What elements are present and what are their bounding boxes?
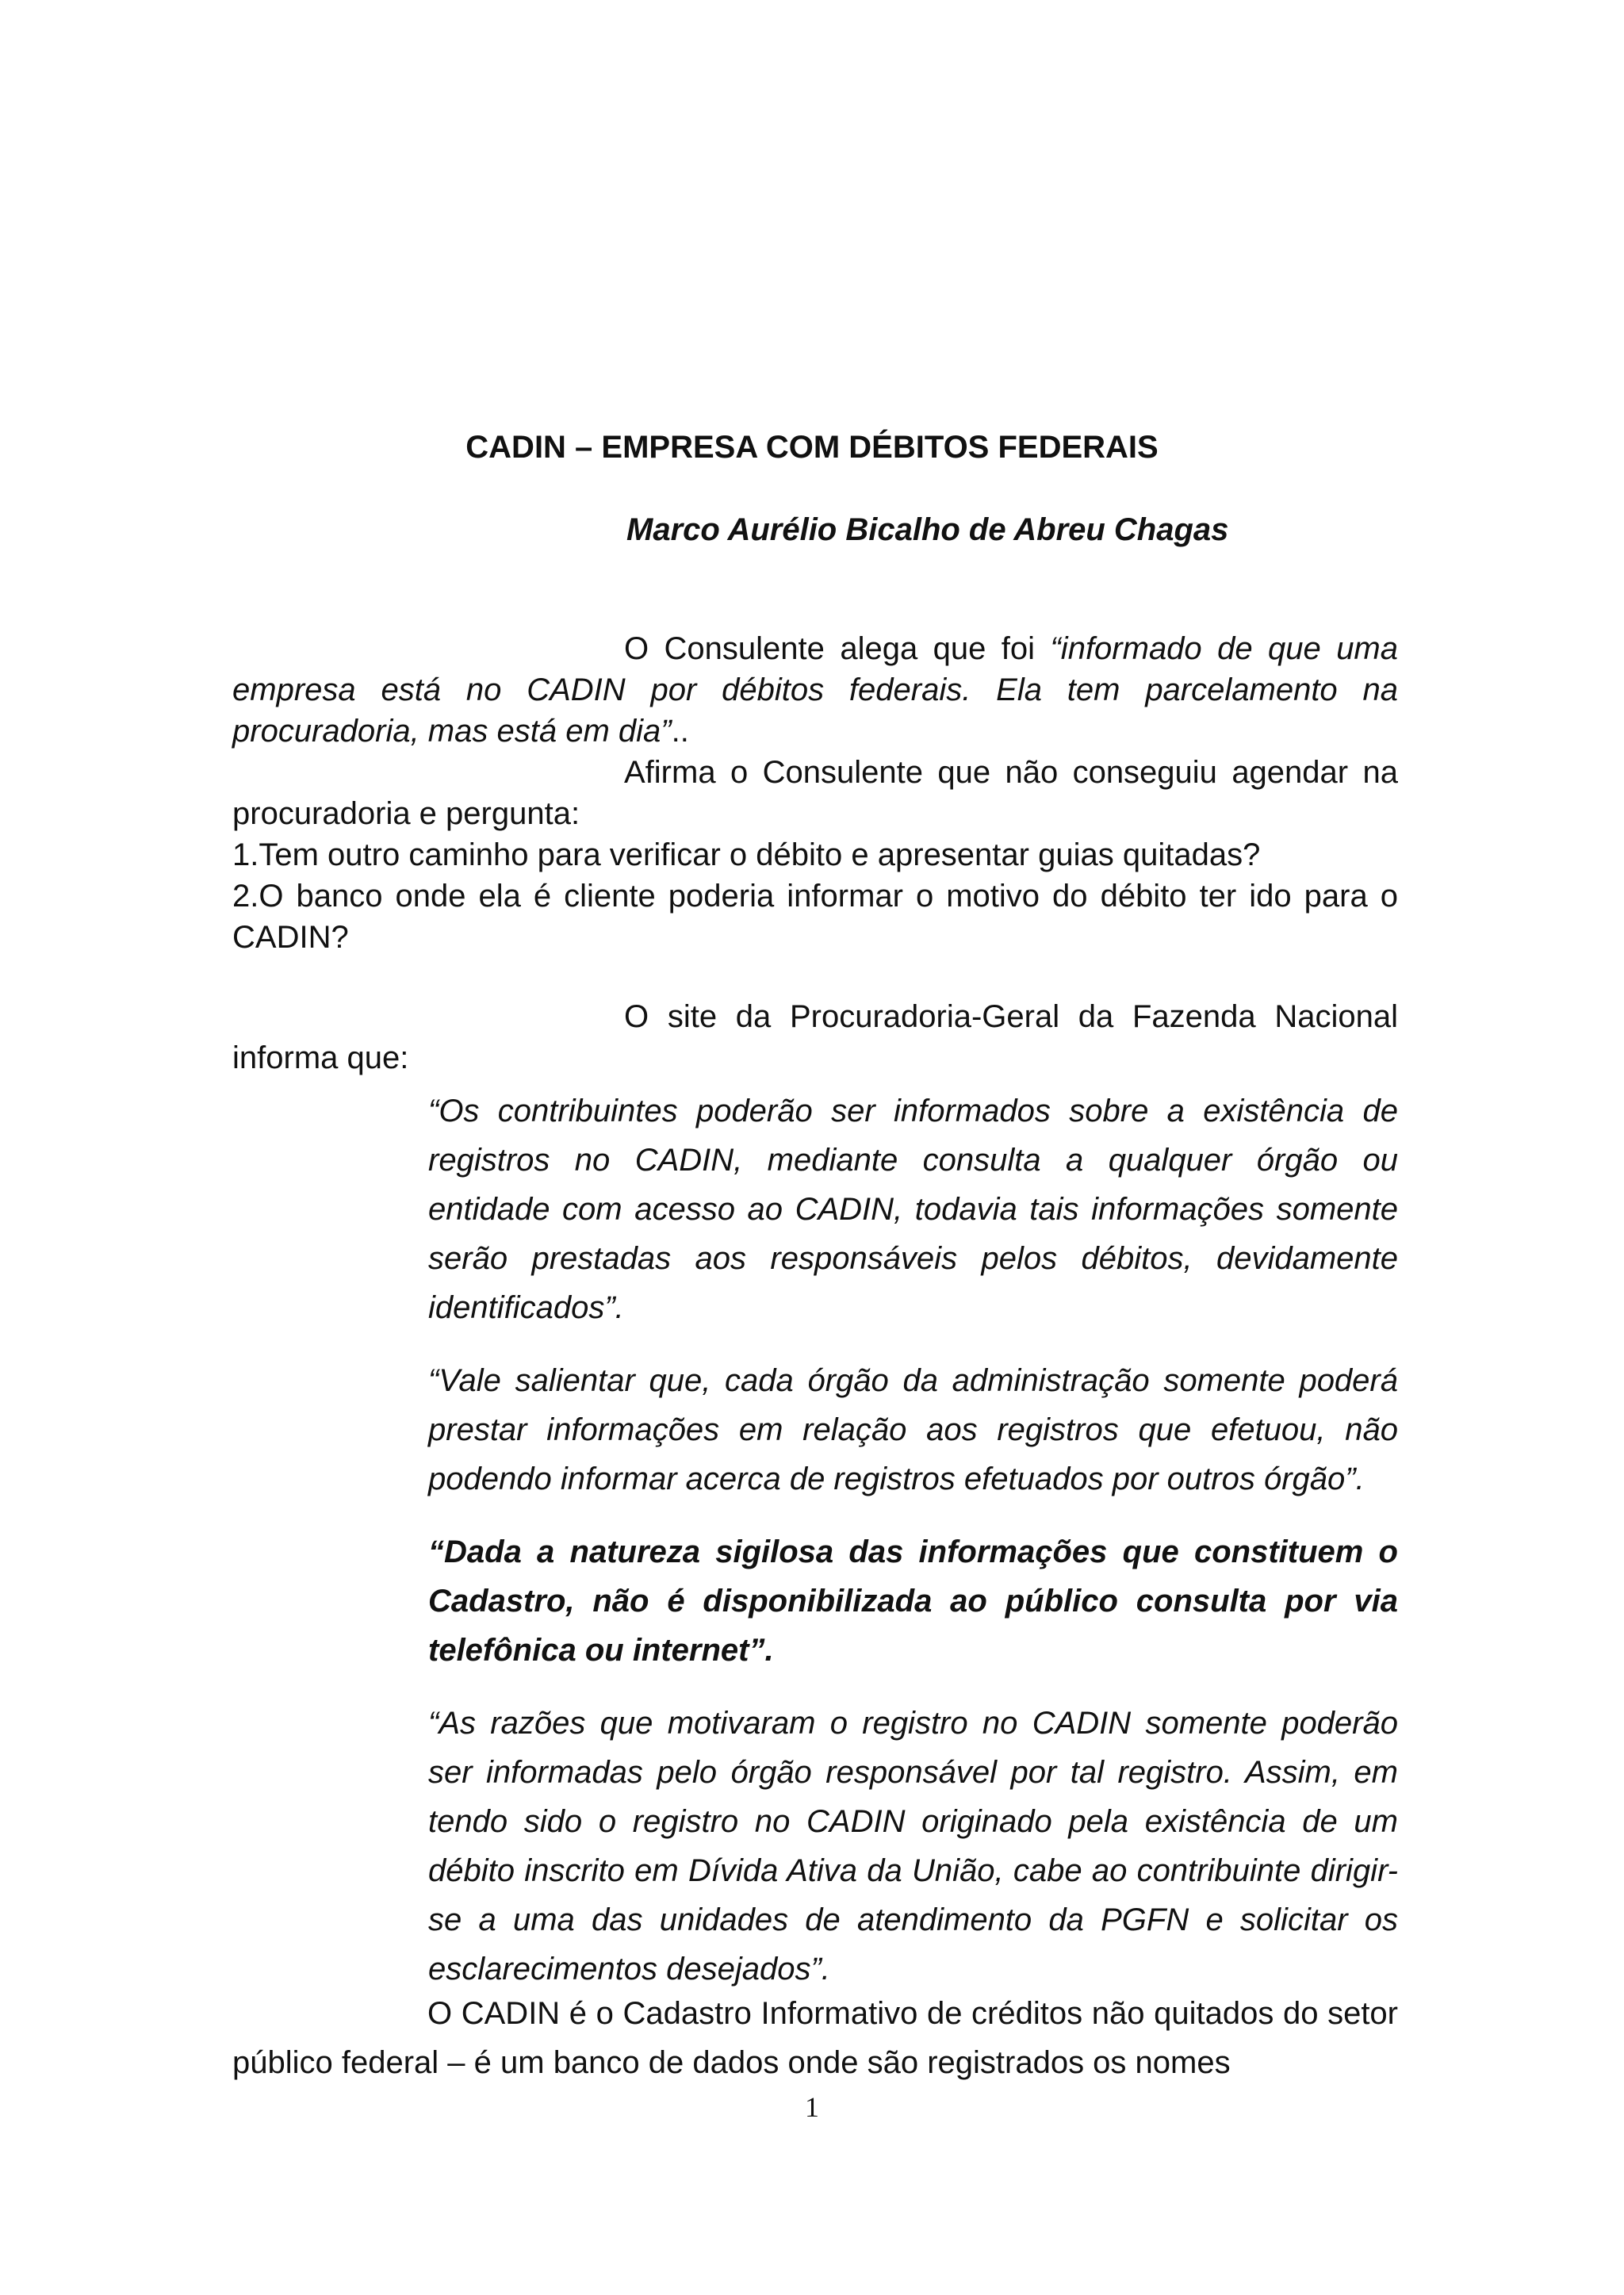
quotes-block: [428, 1086, 1398, 2017]
intro-quoted-text: “informado de que uma empresa está no CADIN por débitos federais. Ela tem parcelamento na procuradoria, mas está em dia”: [232, 631, 1399, 749]
quote-4: “As razões que motivaram o registro no CADIN somente poderão ser informadas pelo órgão responsável por tal registro. Assim, em tendo sido o registro no CADIN originado pela existência de um débito inscrito em Dívida Ativa da União, cabe ao contribuinte dirigir-se a uma das unidades de atendimento da PGFN e solicitar os esclarecimentos desejados”.: [428, 1706, 1398, 1987]
document-title: CADIN – EMPRESA COM DÉBITOS FEDERAIS: [465, 430, 1159, 465]
intro-paragraph-2: Afirma o Consulente que não conseguiu agendar na procuradoria e pergunta:: [232, 755, 1398, 831]
intro-paragraph-1: [232, 628, 1398, 752]
page-number: 1: [805, 2091, 819, 2123]
question-2: 2.O banco onde ela é cliente poderia informar o motivo do débito ter ido para o CADIN?: [232, 879, 1398, 955]
author-name: Marco Aurélio Bicalho de Abreu Chagas: [626, 512, 1229, 547]
closing-section: [232, 1989, 1398, 2087]
quote-2: “Vale salientar que, cada órgão da administração somente poderá prestar informações em relação aos registros que efetuou, não podendo informar acerca de registros efetuados por outros órgão”.: [428, 1363, 1398, 1496]
intro-section: [232, 628, 1398, 958]
quote-3: “Dada a natureza sigilosa das informações que constituem o Cadastro, não é disponibilizada ao público consulta por via telefônica ou internet”.: [428, 1534, 1398, 1668]
pgfn-intro-section: [232, 996, 1398, 1079]
quote-1: “Os contribuintes poderão ser informados sobre a existência de registros no CADIN, mediante consulta a qualquer órgão ou entidade com acesso ao CADIN, todavia tais informações somente serão prestadas aos responsáveis pelos débitos, devidamente identificados”.: [428, 1094, 1398, 1325]
intro-plain-text: O Consulente alega que foi: [624, 631, 1051, 666]
question-1: 1.Tem outro caminho para verificar o débito e apresentar guias quitadas?: [232, 837, 1261, 872]
pgfn-intro-paragraph: O site da Procuradoria-Geral da Fazenda Nacional informa que:: [232, 999, 1398, 1075]
intro-end-text: ..: [671, 714, 689, 749]
closing-paragraph: O CADIN é o Cadastro Informativo de créditos não quitados do setor público federal – é um banco de dados onde são registrados os nomes: [232, 1996, 1398, 2080]
